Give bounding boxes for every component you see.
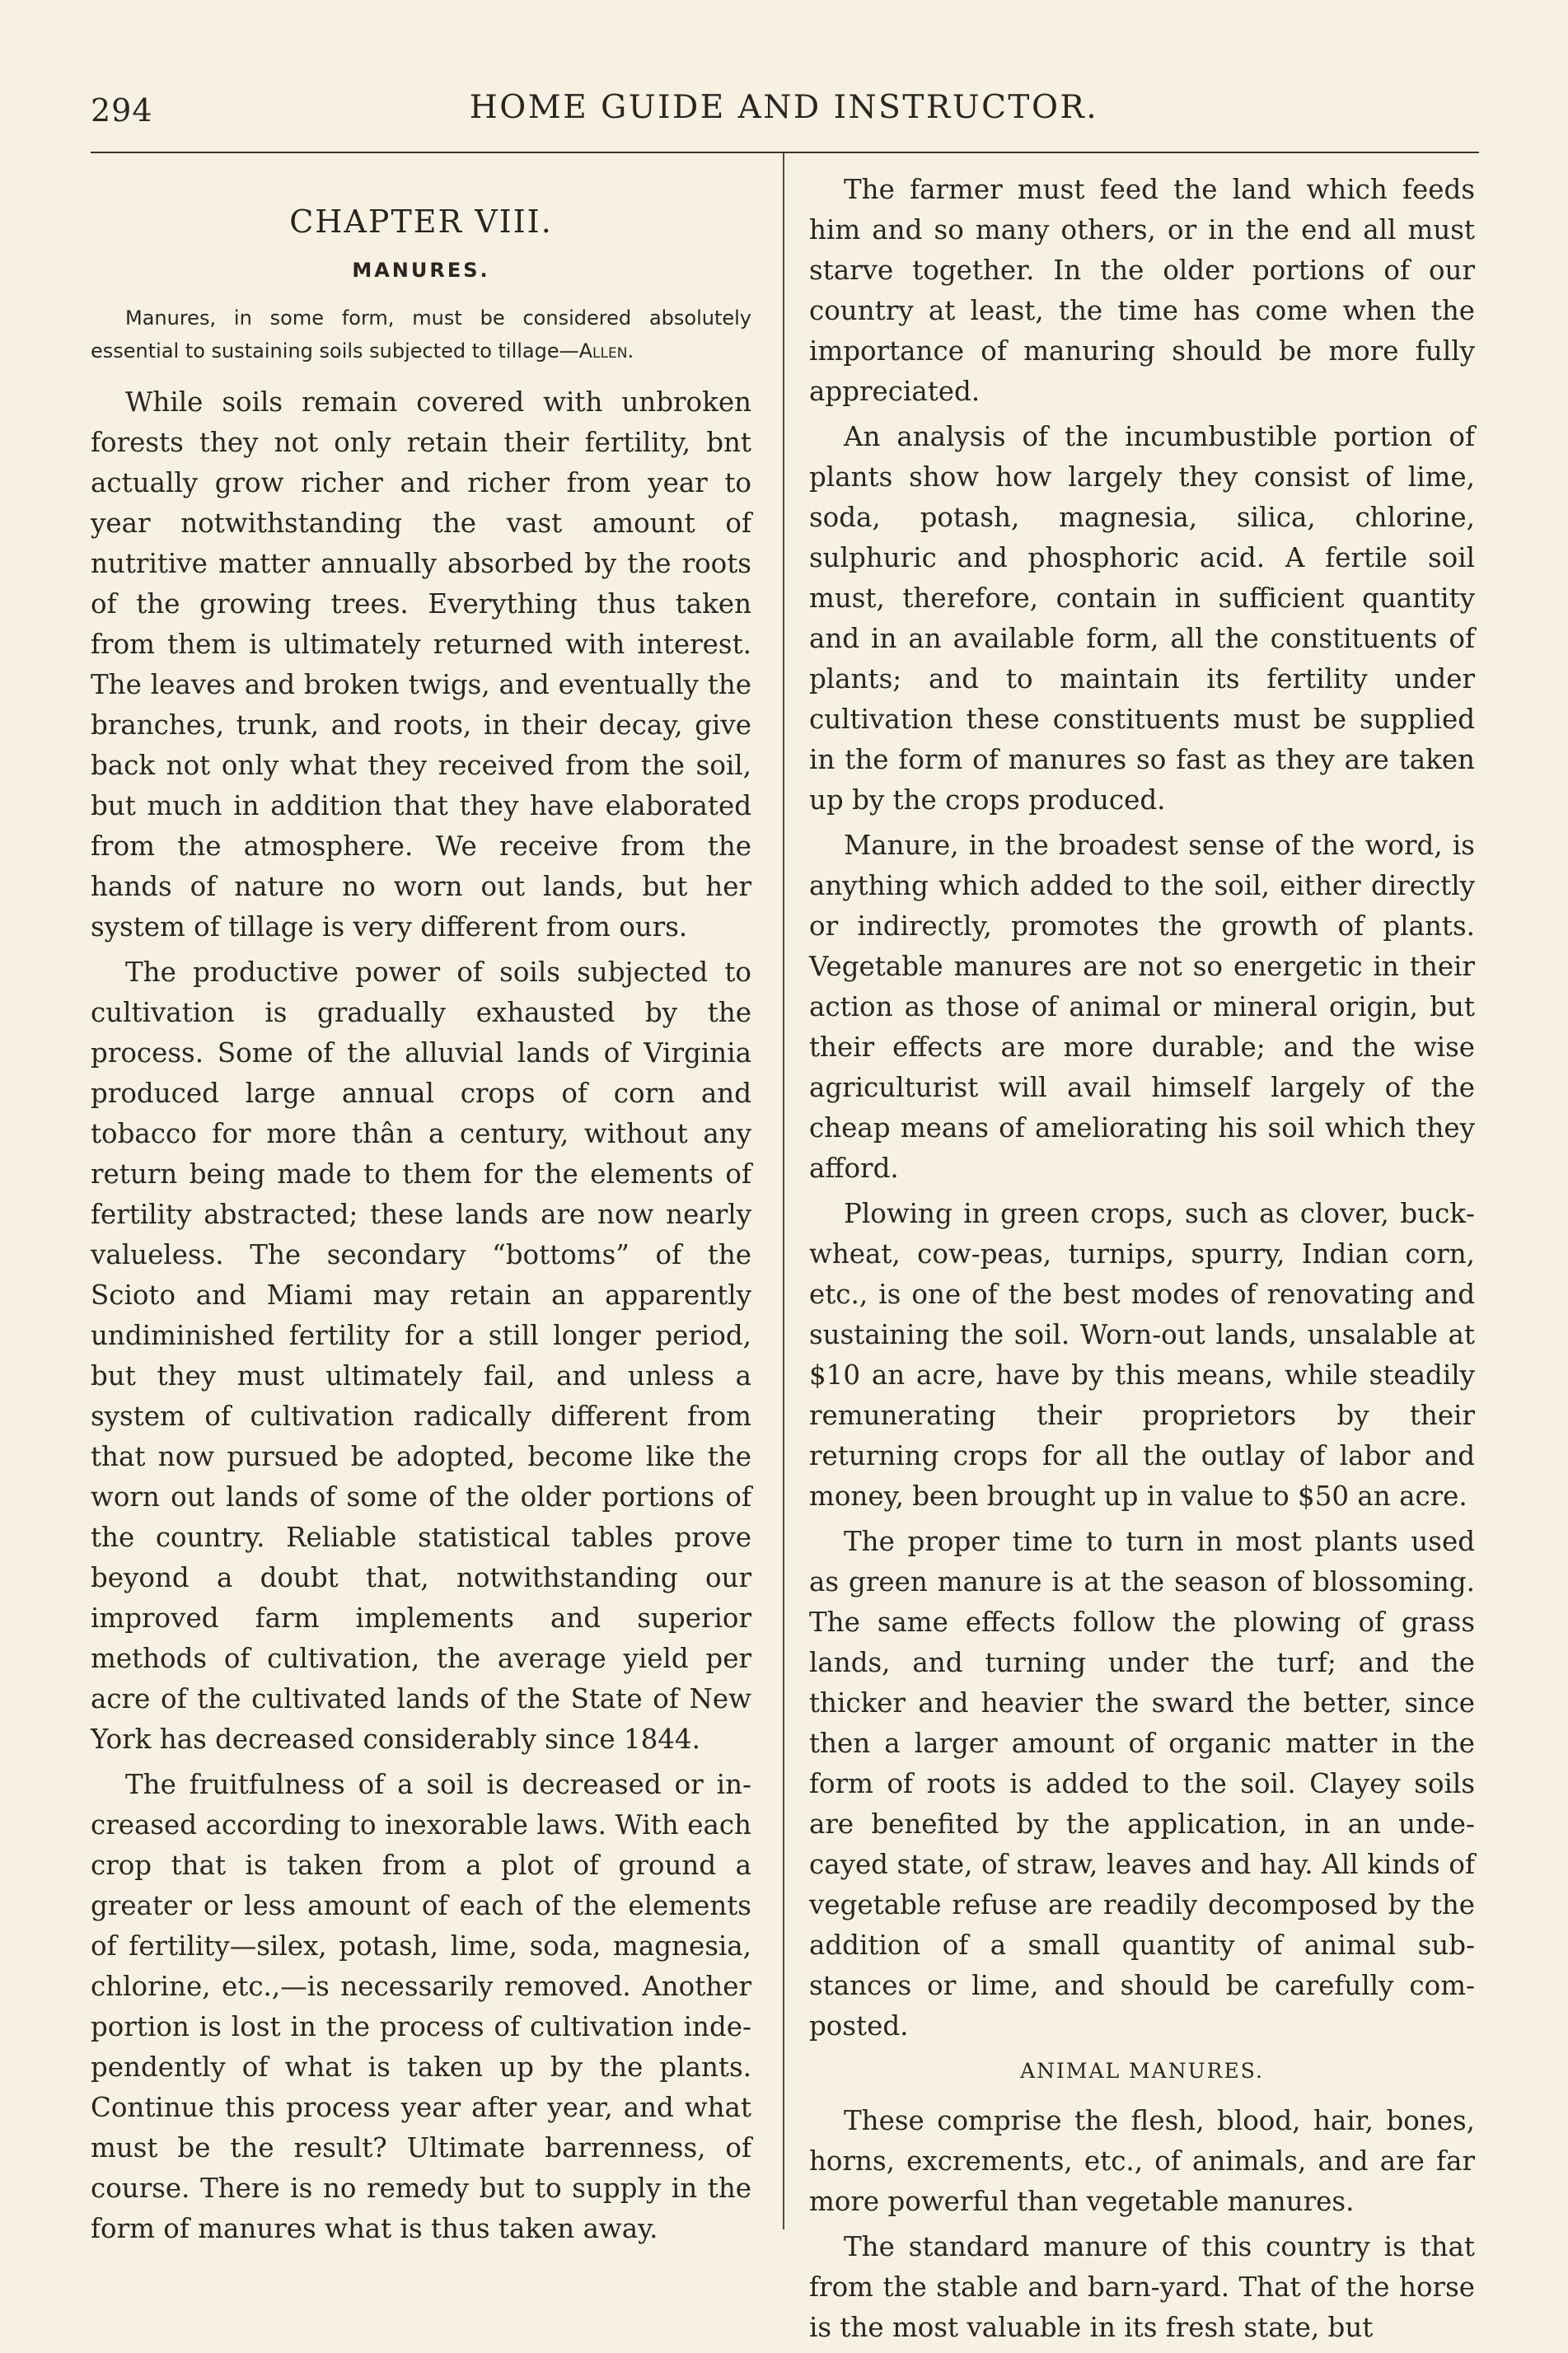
paragraph: The fruitfulness of a soil is decreased or increased according to inexorable laws. With each crop that is taken from a plot of ground a greater or less amount of each of the elements of fertility—silex, potash, lime, soda, magnesia, chlorine, etc.,—is necessarily removed. Another portion is lost in the process of cultivation independently of what is taken up by the plants. Continue this process year after year, and what must be the result? Ultimate barrenness, of course. There is no remedy but to supply in the form of manures what is thus taken away. [91,1769,751,2244]
chapter-title: CHAPTER VIII. [289,203,553,240]
page-number: 294 [91,92,153,129]
paragraph: While soils remain covered with unbroken forests they not only retain their fertility, bnt actually grow richer and richer from year to year notwithstanding the vast amount of nutritive matter annually absorbed by the roots of the growing trees. Everything thus taken from them is ultimately returned with interest. The leaves and broken twigs, and eventually the branches, trunk, and roots, in their decay, give back not only what they received from the soil, but much in addition that they have elaborated from the atmosphere. We receive from the hands of nature no worn out lands, but her system of tillage is very different from ours. [91,386,751,943]
paragraph: Plowing in green crops, such as clover, buckwheat, cow-peas, turnips, spurry, Indian corn, etc., is one of the best modes of renovating and sustaining the soil. Worn-out lands, unsalable at $10 an acre, have by this means, while steadily remunerating their proprietors by their returning crops for all the outlay of labor and money, been brought up in value to $50 an acre. [809,1198,1475,1512]
subsection-title: ANIMAL MANURES. [1020,2059,1264,2083]
paragraph: The productive power of soils subjected to cultivation is gradually exhausted by the process. Some of the alluvial lands of Virginia produced large annual crops of corn and tobacco for more thân a century, without any return being made to them for the elements of fertility abstracted; these lands are now nearly valueless. The secondary “bottoms” of the Scioto and Miami may retain an apparently undiminished fertility for a still longer period, but they must ultimately fail, and unless a system of cultivation radically different from that now pursued be adopted, become like the worn out lands of some of the older portions of the country. Reliable statistical tables prove beyond a doubt that, notwithstanding our improved farm implements and superior methods of cultivation, the average yield per acre of the cultivated lands of the State of New York has decreased considerably since 1844. [91,957,751,1755]
paragraph: These comprise the flesh, blood, hair, bones, horns, excrements, etc., of animals, and are far more powerful than vegetable manures. [809,2105,1475,2217]
section-title: MANURES. [352,259,490,282]
right-column [809,170,1475,2353]
paragraph: The farmer must feed the land which feeds him and so many others, or in the end all must starve together. In the older portions of our country at least, the time has come when the importance of manuring should be more fully appreciated. [809,174,1475,407]
epigraph [91,302,751,367]
running-title: HOME GUIDE AND INSTRUCTOR. [469,89,1099,126]
paragraph: The proper time to turn in most plants used as green manure is at the season of blossoming. The same effects follow the plowing of grass lands, and turning under the turf; and the thicker and heavier the sward the better, since then a larger amount of organic matter in the form of roots is added to the soil. Clayey soils are benefited by the application, in an undecayed state, of straw, leaves and hay. All kinds of vegetable refuse are readily decomposed by the addition of a small quantity of animal substances or lime, and should be carefully composted. [809,1526,1475,2042]
paragraph: An analysis of the incumbustible portion of plants show how largely they consist of lime, soda, potash, magnesia, silica, chlorine, sulphuric and phosphoric acid. A fertile soil must, therefore, contain in sufficient quantity and in an available form, all the constituents of plants; and to maintain its fertility under cultivation these constituents must be supplied in the form of manures so fast as they are taken up by the crops produced. [809,421,1475,816]
epigraph-text: Manures, in some form, must be considered absolutely essential to sustaining soils subjected to tillage— [91,306,751,363]
column-divider [783,153,784,2229]
header-rule [91,152,1479,153]
left-column [91,170,751,2254]
paragraph: The standard manure of this country is that from the stable and barn-yard. That of the horse is the most valuable in its fresh state, but [809,2231,1475,2343]
epigraph-attribution: Allen. [578,339,634,363]
paragraph: Manure, in the broadest sense of the word, is anything which added to the soil, either directly or indirectly, promotes the growth of plants. Vegetable manures are not so energetic in their action as those of animal or mineral origin, but their effects are more durable; and the wise agriculturist will avail himself largely of the cheap means of ameliorating his soil which they afford. [809,830,1475,1184]
